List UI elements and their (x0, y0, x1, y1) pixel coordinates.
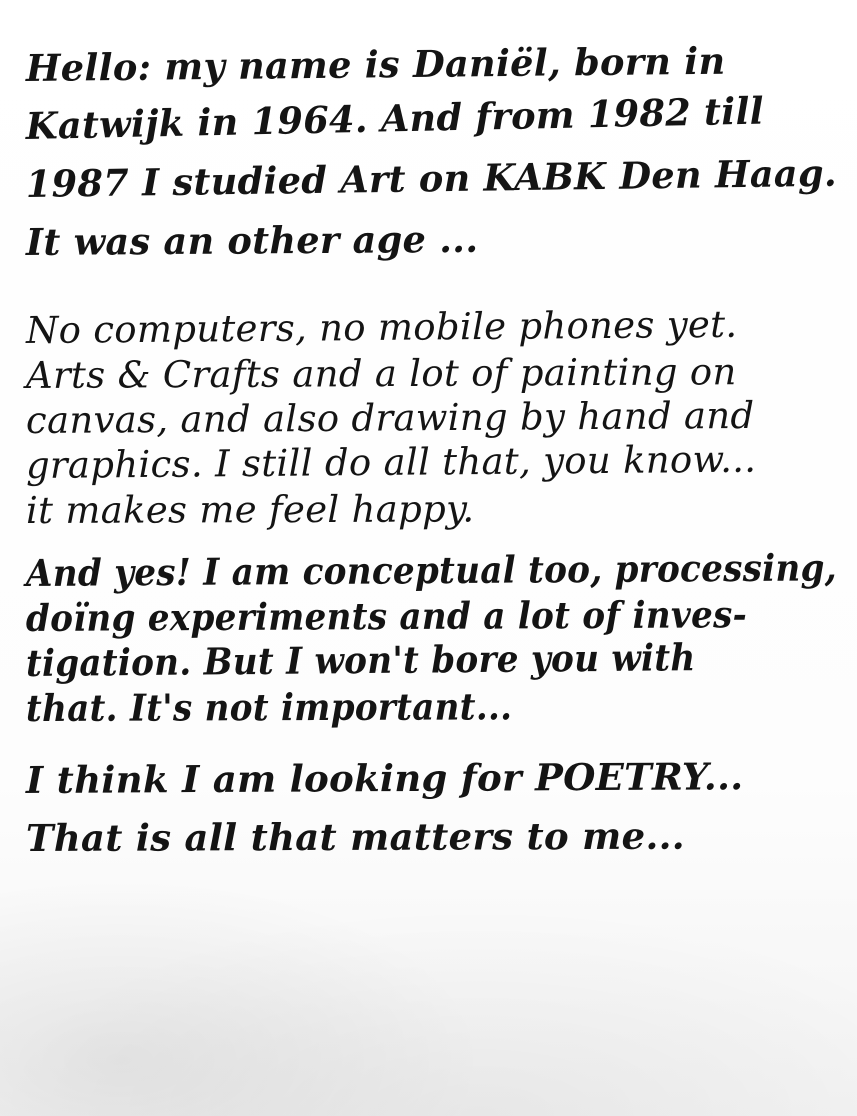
text-line: That is all that matters to me... (25, 813, 686, 860)
paragraph-introduction (25, 38, 845, 282)
text-line: doïng experiments and a lot of inves- (25, 592, 748, 640)
paragraph-poetry (25, 754, 744, 878)
text-line: No computers, no mobile phones yet. (25, 302, 738, 352)
text-line: 1987 I studied Art on KABK Den Haag. (25, 150, 838, 206)
paragraph-crafts (25, 302, 757, 537)
text-line: tigation. But I won't bore you with (25, 635, 696, 685)
text-line: It was an other age ... (25, 216, 479, 264)
text-line: And yes! I am conceptual too, processing, (25, 545, 837, 595)
text-line: Arts & Crafts and a lot of painting on (25, 350, 737, 397)
text-line: Katwijk in 1964. And from 1982 till (25, 88, 765, 148)
paragraph-conceptual (25, 545, 857, 735)
text-line: graphics. I still do all that, you know... (25, 437, 757, 487)
text-line: that. It's not important... (25, 684, 513, 730)
text-line: I think I am looking for POETRY... (25, 754, 744, 802)
text-line: it makes me feel happy. (25, 487, 475, 532)
text-line: canvas, and also drawing by hand and (25, 393, 755, 442)
text-line: Hello: my name is Daniël, born in (25, 38, 726, 90)
